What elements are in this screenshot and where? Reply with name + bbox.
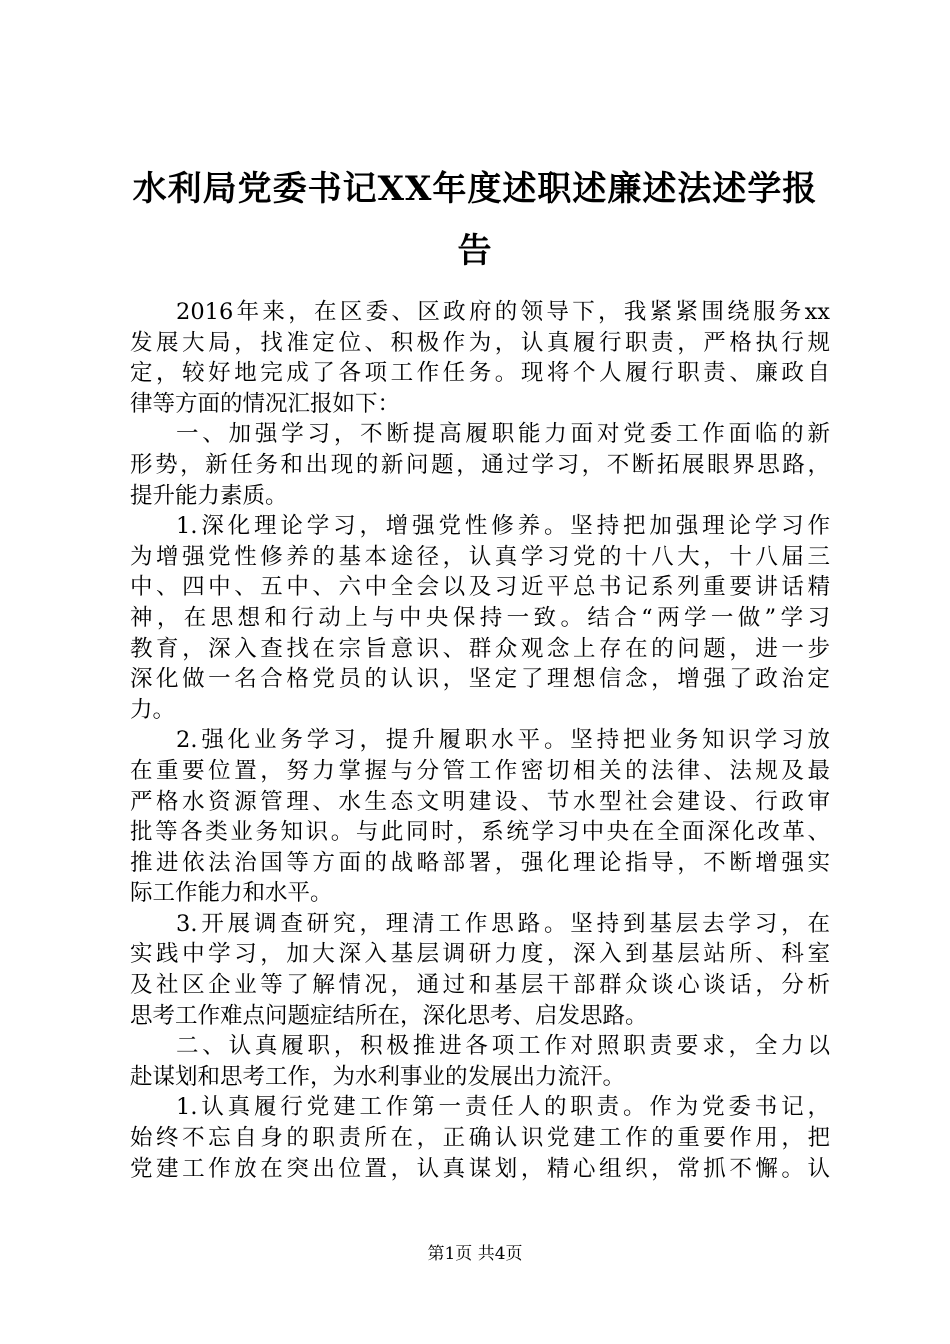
body-text-line: 严格水资源管理、水生态文明建设、节水型社会建设、行政审 <box>130 788 830 815</box>
body-text-line: 批等各类业务知识。与此同时，系统学习中央在全面深化改革、 <box>130 819 830 846</box>
document-title <box>100 158 850 282</box>
body-text-line: 始终不忘自身的职责所在，正确认识党建工作的重要作用，把 <box>130 1125 830 1152</box>
body-text-line: 赴谋划和思考工作，为水利事业的发展出力流汗。 <box>130 1063 626 1090</box>
body-text-line: 律等方面的情况汇报如下： <box>130 390 401 417</box>
document-body <box>130 297 830 1184</box>
page-number-footer: 第1页 共4页 <box>427 1244 523 1264</box>
body-text-line: 神，在思想和行动上与中央保持一致。结合“两学一做”学习 <box>130 604 830 631</box>
title-line: 水利局党委书记XX年度述职述廉述法述学报 <box>132 169 818 209</box>
body-text-line: 中、四中、五中、六中全会以及习近平总书记系列重要讲话精 <box>130 574 830 601</box>
body-text-line: 定，较好地完成了各项工作任务。现将个人履行职责、廉政自 <box>130 360 830 387</box>
body-text-line: 力。 <box>130 696 176 723</box>
body-text-line: 推进依法治国等方面的战略部署，强化理论指导，不断增强实 <box>130 849 830 876</box>
body-text-line: 际工作能力和水平。 <box>130 880 333 907</box>
body-text-line: 在重要位置，努力掌握与分管工作密切相关的法律、法规及最 <box>130 757 830 784</box>
body-text-line: 实践中学习，加大深入基层调研力度，深入到基层站所、科室 <box>130 941 830 968</box>
body-text-line: 发展大局，找准定位、积极作为，认真履行职责，严格执行规 <box>130 329 830 356</box>
body-text-line: 二、认真履职，积极推进各项工作对照职责要求，全力以 <box>176 1033 830 1060</box>
body-text-line: 3.开展调查研究，理清工作思路。坚持到基层去学习，在 <box>176 910 830 937</box>
body-text-line: 1.深化理论学习，增强党性修养。坚持把加强理论学习作 <box>176 513 830 540</box>
body-text-line: 形势，新任务和出现的新问题，通过学习，不断拓展眼界思路， <box>130 451 830 478</box>
body-text-line: 为增强党性修养的基本途径，认真学习党的十八大，十八届三 <box>130 543 830 570</box>
body-text-line: 2.强化业务学习，提升履职水平。坚持把业务知识学习放 <box>176 727 830 754</box>
body-text-line: 深化做一名合格党员的认识，坚定了理想信念，增强了政治定 <box>130 666 830 693</box>
body-text-line: 思考工作难点问题症结所在，深化思考、启发思路。 <box>130 1002 648 1029</box>
body-text-line: 党建工作放在突出位置，认真谋划，精心组织，常抓不懈。认 <box>130 1155 830 1182</box>
body-text-line: 一、加强学习，不断提高履职能力面对党委工作面临的新 <box>176 421 830 448</box>
body-text-line: 提升能力素质。 <box>130 482 288 509</box>
body-text-line: 2016年来，在区委、区政府的领导下，我紧紧围绕服务xx <box>176 299 830 325</box>
body-text-line: 教育，深入查找在宗旨意识、群众观念上存在的问题，进一步 <box>130 635 830 662</box>
body-text-line: 及社区企业等了解情况，通过和基层干部群众谈心谈话，分析 <box>130 972 830 999</box>
body-text-line: 1.认真履行党建工作第一责任人的职责。作为党委书记， <box>176 1094 830 1121</box>
title-line: 告 <box>457 231 493 271</box>
